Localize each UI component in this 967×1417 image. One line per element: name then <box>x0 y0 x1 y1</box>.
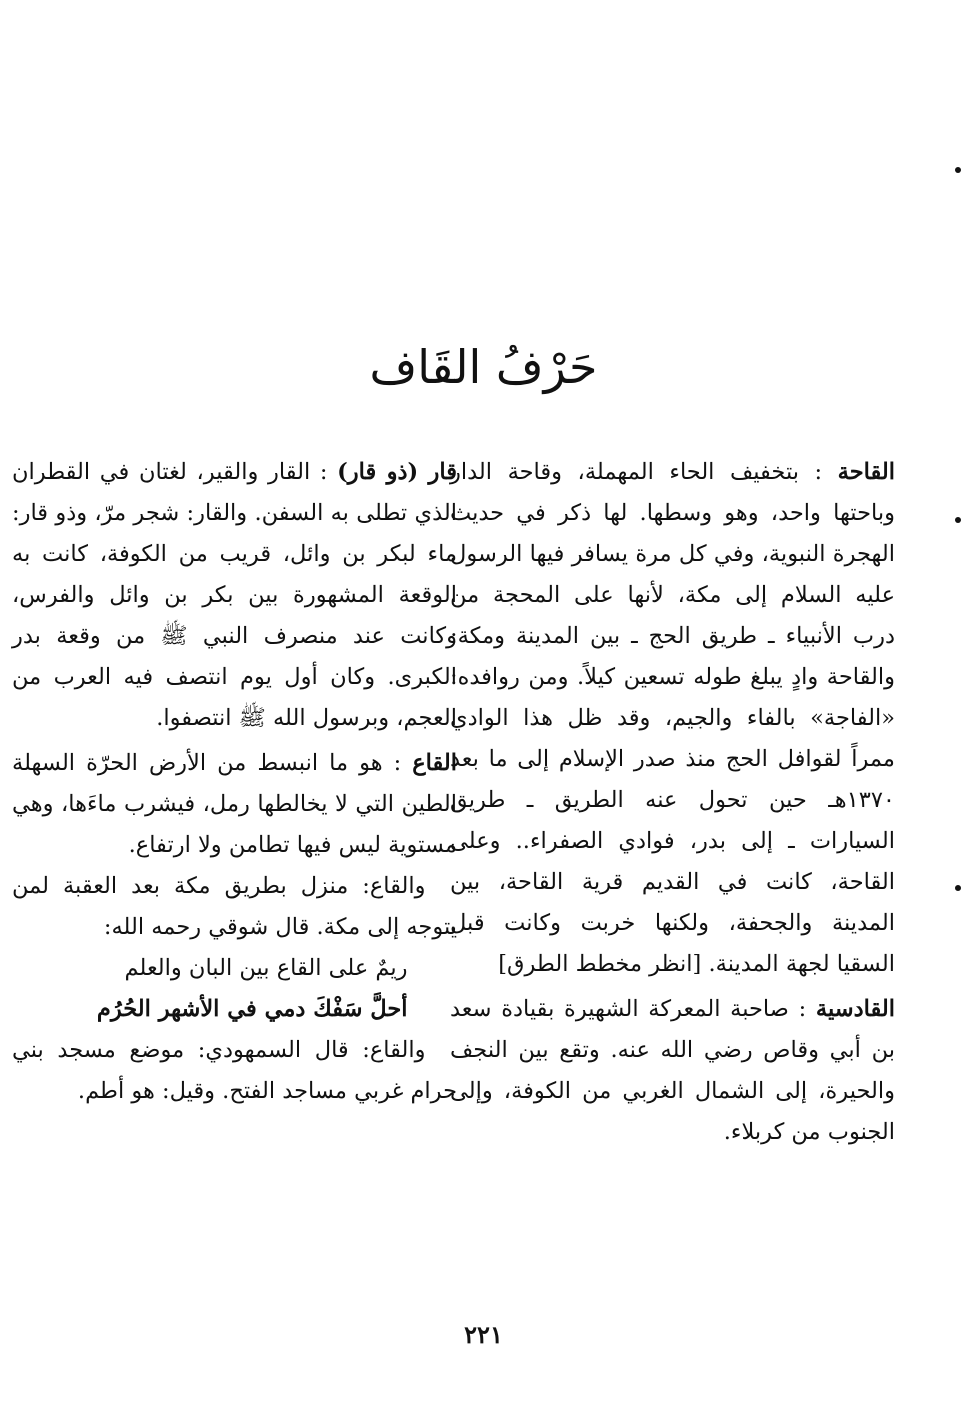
entry-term: القادسية <box>815 996 895 1022</box>
entry-text: : هو ما انبسط من الأرض الحرّة السهلة الطين التي لا يخالطها رمل، فيشرب ماءَها، وهي مستوية ليس فيها تطامن ولا ارتفاع. <box>12 750 457 858</box>
entry-term: قار (ذو قار) <box>337 459 457 485</box>
entry-qar <box>12 452 457 739</box>
entry-qaha <box>450 452 895 985</box>
verse-line: أحلَّ سَفْكَ دمي في الأشهر الحُرُم <box>96 996 408 1022</box>
entry-text: : بتخفيف الحاء المهملة، وقاحة الدار وباحتها واحد، وهو وسطها. لها ذكر في حديث الهجرة النبوية، وفي كل مرة يسافر فيها الرسول عليه السلام إلى مكة، لأنها على المحجة من درب الأنبياء ـ طريق الحج ـ بين المدينة ومكة: والقاحة وادٍ يبلغ طوله تسعين كيلاً. ومن روافده: «الفاجة» بالفاء والجيم، وقد ظل هذا الوادي ممراً لقوافل الحج منذ صدر الإسلام إلى ما بعد ١٣٧٠هـ حين تحول عنه الطريق ـ طريق السيارات ـ إلى بدر، فوادي الصفراء.. وعلى القاحة، كانت في القديم قرية القاحة، بين المدينة والجحفة، ولكنها خربت وكانت قبل السقيا لجهة المدينة. [انظر مخطط الطرق] <box>450 459 895 977</box>
entry-text: : القار والقير، لغتان في القطران الذي تطلى به السفن. والقار: شجر مرّ، وذو قار: ماء لبكر بن وائل، قريب من الكوفة، كانت به الوقعة المشهورة بين بكر بن وائل والفرس، وكانت عند منصرف النبي ﷺ من وقعة بدر الكبرى. وكان أول يوم انتصف فيه العرب من العجم، وبرسول الله ﷺ انتصفوا. <box>12 459 457 731</box>
entry-qaa-paragraph: والقاع: منزل بطريق مكة بعد العقبة لمن يتوجه إلى مكة. قال شوقي رحمه الله: <box>12 873 457 940</box>
entry-qaa-paragraph: والقاع: قال السمهودي: موضع مسجد بني حرام غربي مساجد الفتح. وقيل: هو أطم. <box>12 1037 457 1104</box>
entry-qadisiyya <box>450 989 895 1153</box>
page-number: ٢٢١ <box>464 1320 503 1349</box>
left-column <box>12 452 457 1112</box>
entry-term: القاحة <box>837 459 895 485</box>
right-column <box>450 452 895 1153</box>
margin-dot <box>955 885 961 891</box>
verse-line: ريمٌ على القاع بين البان والعلم <box>124 955 408 981</box>
margin-dot <box>955 167 961 173</box>
entry-text: : صاحبة المعركة الشهيرة بقيادة سعد بن أبي وقاص رضي الله عنه. وتقع بين النجف والحيرة، إلى الشمال الغربي من الكوفة، وإلى الجنوب من كربلاء. <box>450 996 895 1145</box>
entry-term: القاع <box>412 750 458 776</box>
chapter-title: حَرْفُ القَاف <box>369 340 598 394</box>
entry-qaa <box>12 743 457 866</box>
margin-dot <box>955 517 961 523</box>
